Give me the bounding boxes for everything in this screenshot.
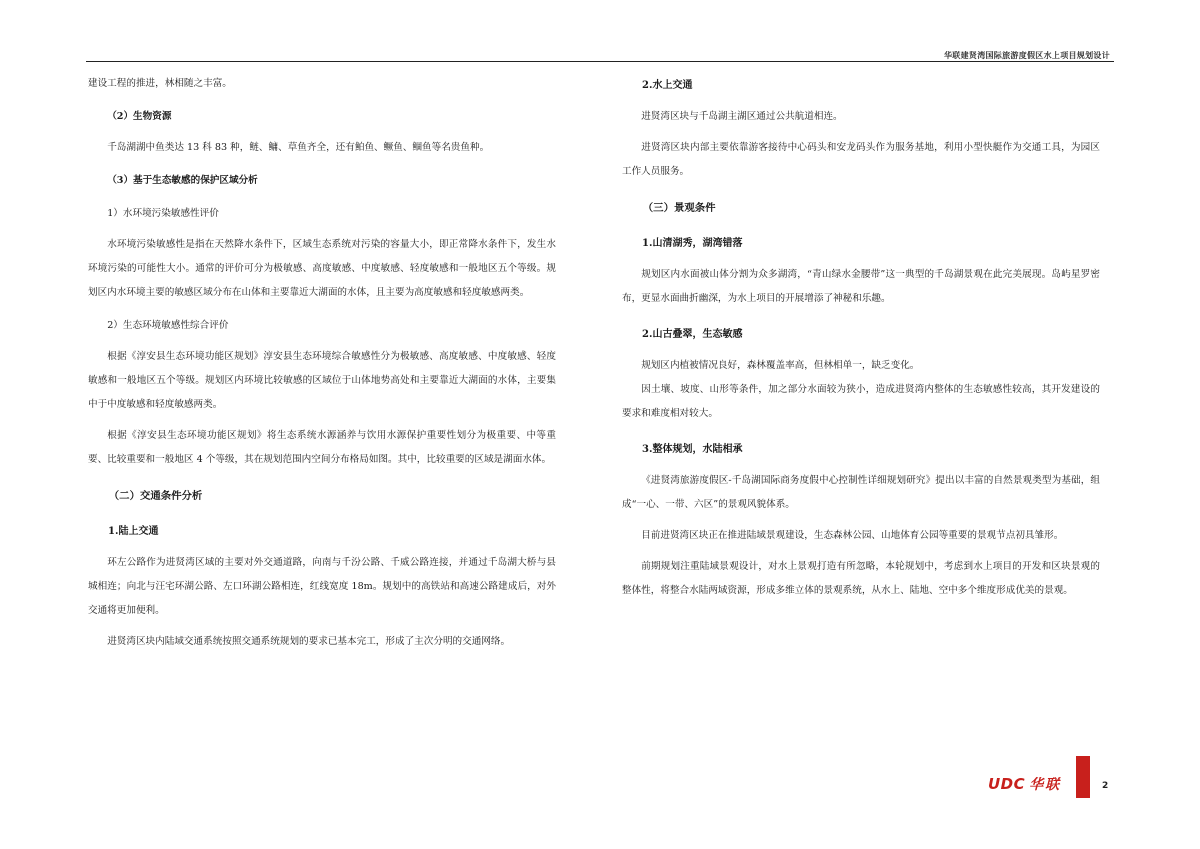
page-number: 2 (1102, 781, 1109, 791)
landscape-paragraph-3a: 《进贤湾旅游度假区-千岛湖国际商务度假中心控制性详细规划研究》提出以丰富的自然景观类型为基础，组成“一心、一带、六区”的景观风貌体系。 (622, 475, 1100, 510)
logo-name: 华联 (1029, 777, 1062, 793)
water-traffic-heading: 2.水上交通 (642, 80, 693, 91)
header-title: 华联建贤湾国际旅游度假区水上项目规划设计 (944, 50, 1110, 60)
land-traffic-paragraph-2: 进贤湾区块内陆域交通系统按照交通系统规划的要求已基本完工，形成了主次分明的交通网络。 (107, 636, 511, 647)
bio-paragraph: 千岛湖湖中鱼类达 13 科 83 种，鲢、鳙、草鱼齐全，还有鲌鱼、鳜鱼、鲴鱼等名贵鱼种。 (107, 142, 490, 153)
landscape-paragraph-3b: 目前进贤湾区块正在推进陆域景观建设，生态森林公园、山地体育公园等重要的景观节点初具雏形。 (641, 530, 1064, 541)
landscape-heading-3: 3.整体规划，水陆相承 (642, 444, 743, 455)
protect-heading: （3）基于生态敏感的保护区域分析 (107, 175, 258, 186)
landscape-paragraph-1: 规划区内水面被山体分割为众多湖湾，“青山绿水金腰带”这一典型的千岛湖景观在此完美展现。岛屿星罗密布，更显水面曲折幽深，为水上项目的开展增添了神秘和乐趣。 (622, 269, 1100, 304)
left-column (88, 62, 556, 654)
bio-heading: （2）生物资源 (107, 111, 172, 122)
landscape-paragraph-3c: 前期规划注重陆域景观设计，对水上景观打造有所忽略，本轮规划中，考虑到水上项目的开发和区块景观的整体性，将整合水陆两域资源，形成多维立体的景观系统，从水上、陆地、空中多个维度形成优美的景观。 (622, 561, 1100, 596)
logo-mark: UDC (988, 775, 1026, 793)
right-column (622, 62, 1100, 603)
landscape-section-heading: （三）景观条件 (642, 202, 716, 214)
brand-color-block (1076, 756, 1090, 798)
landscape-heading-2: 2.山古叠翠，生态敏感 (642, 329, 743, 340)
water-sensitivity-subheading: 1）水环境污染敏感性评价 (107, 208, 219, 219)
water-traffic-paragraph-1: 进贤湾区块与千岛湖主湖区通过公共航道相连。 (641, 111, 843, 122)
eco-sensitivity-paragraph-1: 根据《淳安县生态环境功能区规划》淳安县生态环境综合敏感性分为极敏感、高度敏感、中度敏感、轻度敏感和一般地区五个等级。规划区内环境比较敏感的区域位于山体地势高处和主要靠近大湖面的水体，主要集中于中度敏感和轻度敏感两类。 (88, 351, 556, 410)
brand-logo (988, 774, 1061, 794)
land-traffic-paragraph-1: 环左公路作为进贤湾区域的主要对外交通道路，向南与千汾公路、千威公路连接，并通过千岛湖大桥与县城相连；向北与汪宅环湖公路、左口环湖公路相连，红线宽度 18m。规划中的高铁站和高速公路建成后，对外交通将更加便利。 (88, 557, 556, 616)
landscape-heading-1: 1.山清湖秀，湖湾错落 (642, 238, 743, 249)
traffic-section-heading: （二）交通条件分析 (108, 490, 203, 502)
landscape-paragraph-2a: 规划区内植被情况良好，森林覆盖率高，但林相单一，缺乏变化。 (641, 360, 920, 371)
eco-sensitivity-paragraph-2: 根据《淳安县生态环境功能区规划》将生态系统水源涵养与饮用水源保护重要性划分为极重要、中等重要、比较重要和一般地区 4 个等级，其在规划范围内空间分布格局如图。其中，比较重要的区域是湖面水体。 (88, 430, 556, 465)
landscape-paragraph-2b: 因土壤、坡度、山形等条件，加之部分水面较为狭小，造成进贤湾内整体的生态敏感性较高，其开发建设的要求和难度相对较大。 (622, 384, 1100, 419)
water-sensitivity-paragraph: 水环境污染敏感性是指在天然降水条件下，区域生态系统对污染的容量大小，即正常降水条件下，发生水环境污染的可能性大小。通常的评价可分为极敏感、高度敏感、中度敏感、轻度敏感和一般地区五个等级。规划区内水环境主要的敏感区域分布在山体和主要靠近大湖面的水体，且主要为高度敏感和轻度敏感两类。 (88, 239, 556, 298)
land-traffic-heading: 1.陆上交通 (108, 526, 159, 537)
continued-paragraph: 建设工程的推进，林相随之丰富。 (88, 78, 232, 89)
water-traffic-paragraph-2: 进贤湾区块内部主要依靠游客接待中心码头和安龙码头作为服务基地，利用小型快艇作为交通工具，为园区工作人员服务。 (622, 142, 1100, 177)
eco-sensitivity-subheading: 2）生态环境敏感性综合评价 (107, 320, 229, 331)
